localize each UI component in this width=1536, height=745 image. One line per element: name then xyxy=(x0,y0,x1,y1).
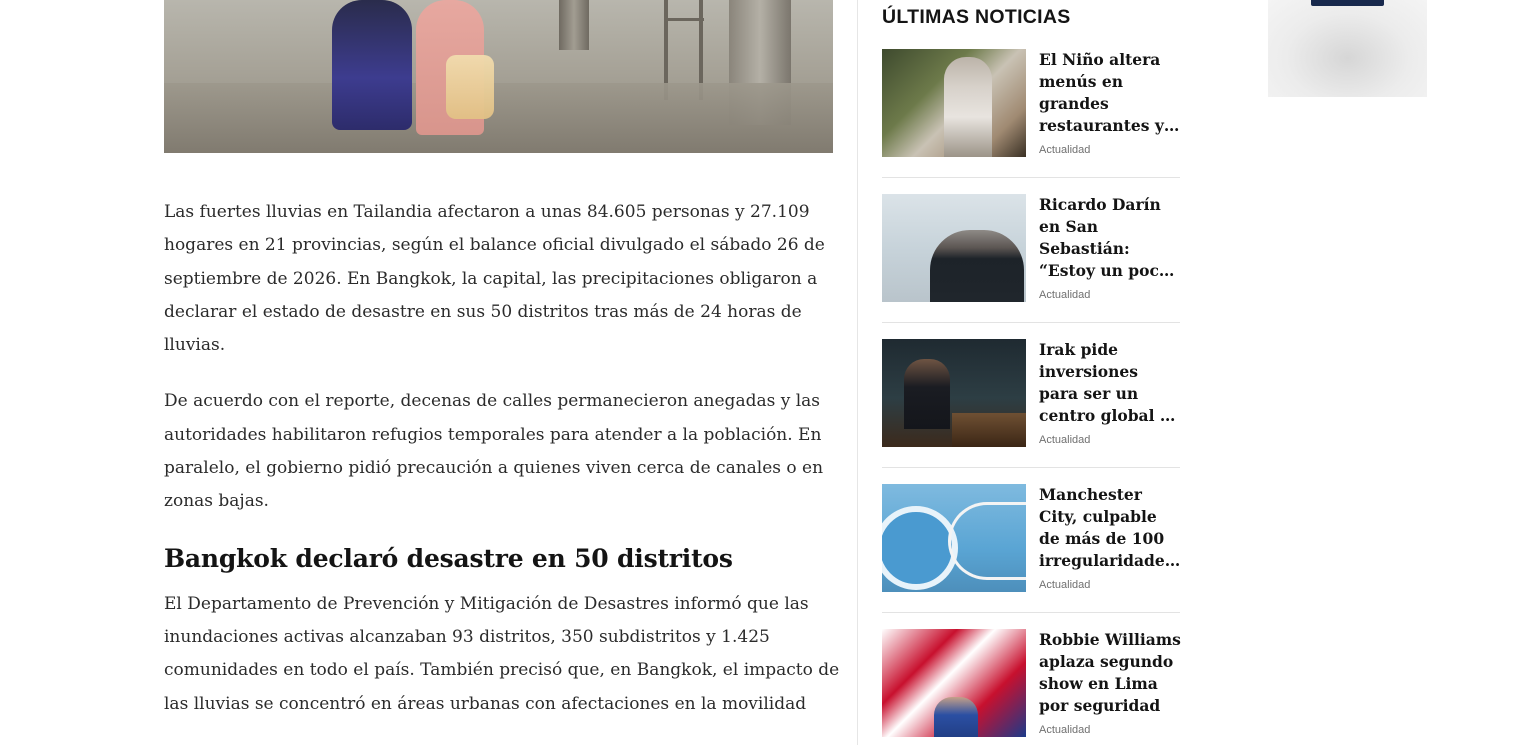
news-category[interactable]: Actualidad xyxy=(1039,434,1091,446)
column-divider xyxy=(857,0,858,745)
news-item[interactable] xyxy=(882,484,1180,592)
news-thumbnail[interactable] xyxy=(882,339,1026,447)
article-paragraph: De acuerdo con el reporte, decenas de calles permanecieron anegadas y las autoridades habilitaron refugios temporales para atender a la población. En paralelo, el gobierno pidió precaución a quienes viven cerca de canales o en zonas bajas. xyxy=(164,391,824,512)
ad-banner[interactable] xyxy=(1268,0,1427,97)
news-thumbnail[interactable] xyxy=(882,49,1026,157)
news-headline[interactable]: El Niño altera menús en grandes restaurantes y xyxy=(1039,50,1164,135)
news-separator xyxy=(882,177,1180,178)
ad-button[interactable] xyxy=(1311,0,1384,6)
article-body xyxy=(164,196,844,744)
street-pole xyxy=(559,0,589,50)
news-category[interactable]: Actualidad xyxy=(1039,144,1091,156)
sidebar-title: ÚLTIMAS NOTICIAS xyxy=(882,6,1071,28)
person-figure xyxy=(934,697,978,737)
news-item[interactable] xyxy=(882,194,1180,302)
podium xyxy=(952,413,1026,447)
person-figure xyxy=(904,359,950,429)
news-separator xyxy=(882,467,1180,468)
article-hero-image xyxy=(164,0,833,153)
street-railing-bar xyxy=(664,18,704,21)
person-figure xyxy=(332,0,412,130)
news-item[interactable] xyxy=(882,49,1180,157)
person-figure xyxy=(944,57,992,157)
news-headline[interactable]: Manchester City, culpable de más de 100 irregularidades xyxy=(1039,485,1174,570)
news-headline[interactable]: Ricardo Darín en San Sebastián: “Estoy un poco xyxy=(1039,195,1170,280)
stadium-arc xyxy=(948,502,1026,580)
news-thumbnail[interactable] xyxy=(882,194,1026,302)
news-separator xyxy=(882,612,1180,613)
article-subheading: Bangkok declaró desastre en 50 distritos xyxy=(164,543,733,573)
shopping-bag xyxy=(446,55,494,119)
news-headline[interactable]: Robbie Williams aplaza segundo show en Lima por seguridad xyxy=(1039,630,1181,715)
news-category[interactable]: Actualidad xyxy=(1039,289,1091,301)
news-thumbnail[interactable] xyxy=(882,629,1026,737)
news-separator xyxy=(882,322,1180,323)
article-paragraph: El Departamento de Prevención y Mitigación de Desastres informó que las inundaciones activas alcanzaban 93 distritos, 350 subdistritos y 1.425 comunidades en todo el país. También precisó que, en Bangkok, el impacto de las lluvias se concentró en áreas urbanas con afectaciones en la movilidad xyxy=(164,593,840,714)
news-item[interactable] xyxy=(882,339,1180,447)
news-category[interactable]: Actualidad xyxy=(1039,579,1091,591)
news-category[interactable]: Actualidad xyxy=(1039,724,1091,736)
person-figure xyxy=(930,230,1024,302)
news-item[interactable] xyxy=(882,629,1180,737)
club-crest xyxy=(882,506,958,590)
news-headline[interactable]: Irak pide inversiones para ser un centro global de xyxy=(1039,340,1181,425)
article-paragraph: Las fuertes lluvias en Tailandia afectaron a unas 84.605 personas y 27.109 hogares en 21 provincias, según el balance oficial divulgado el sábado 26 de septiembre de 2026. En Bangkok, la capital, las precipitaciones obligaron a declarar el estado de desastre en sus 50 distritos tras más de 24 horas de lluvias. xyxy=(164,202,825,356)
floodwater xyxy=(164,83,833,153)
news-thumbnail[interactable] xyxy=(882,484,1026,592)
